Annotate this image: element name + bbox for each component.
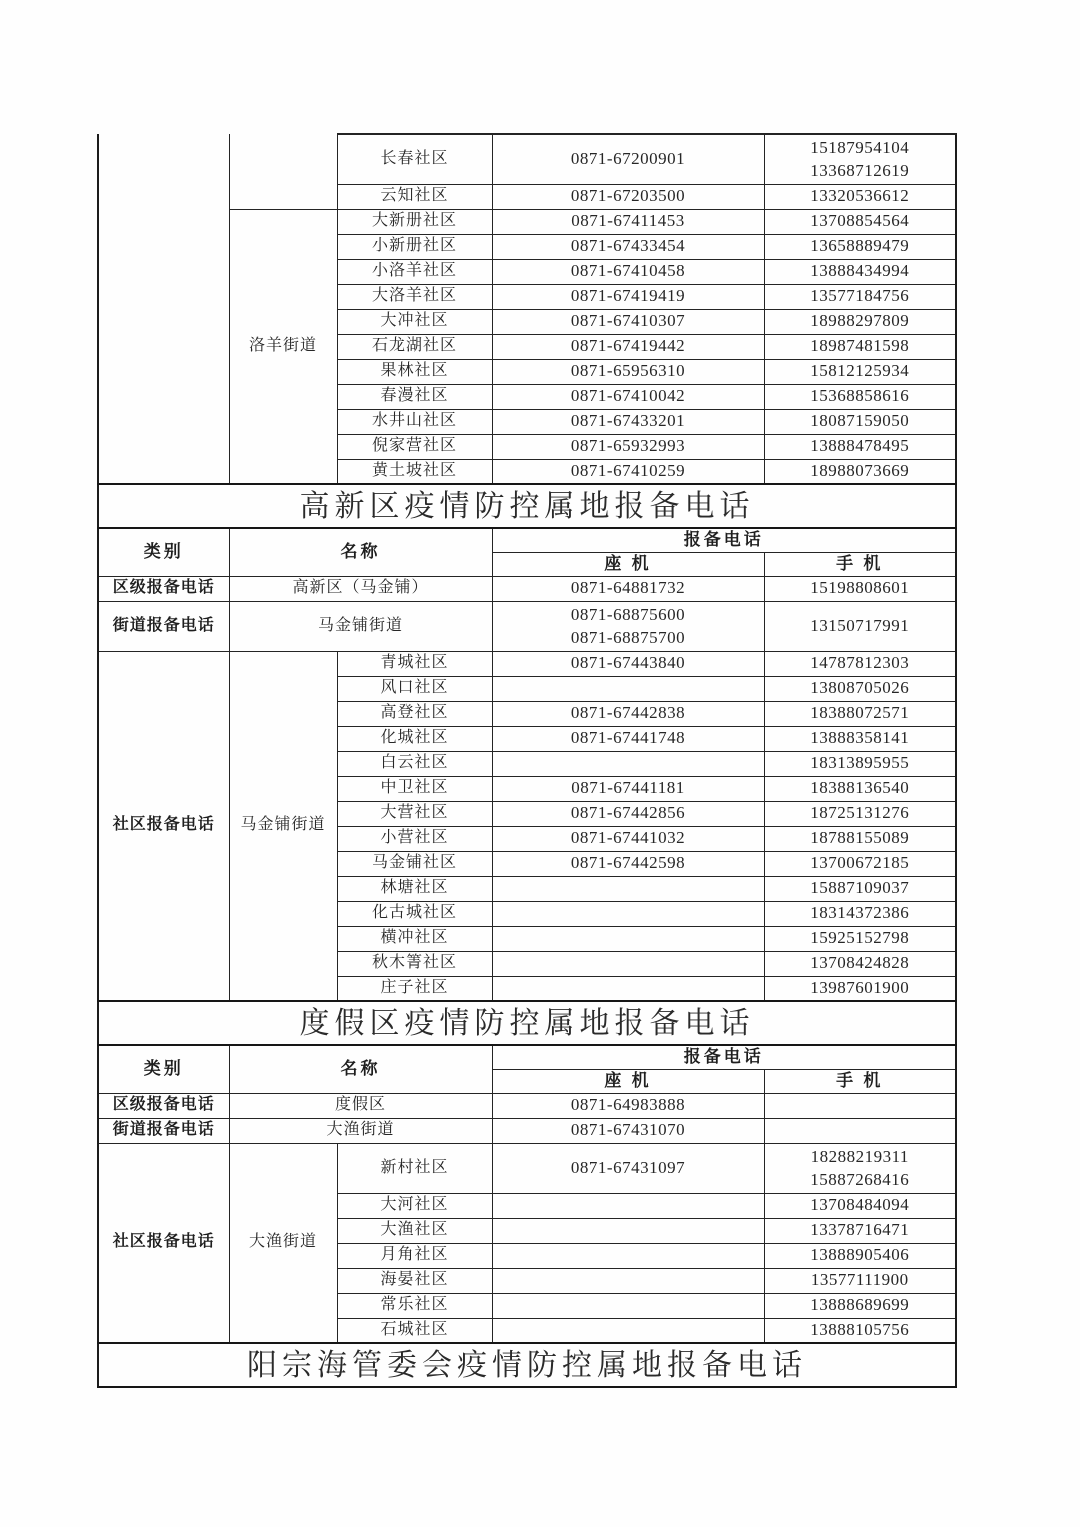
community-cell: 化城社区 [337,726,492,751]
header-phone: 报备电话 [492,1045,956,1069]
mobile-cell: 13577184756 [764,284,956,309]
landline-cell: 0871-67433454 [492,234,764,259]
mobile-cell: 18988297809 [764,309,956,334]
mobile-cell: 13708854564 [764,209,956,234]
community-cell: 小新册社区 [337,234,492,259]
community-cell: 小洛羊社区 [337,259,492,284]
mobile-cell: 13320536612 [764,184,956,209]
landline-cell [492,1243,764,1268]
landline-cell [492,751,764,776]
table-row [98,1001,956,1045]
table-row [98,134,956,184]
landline-cell: 0871-67410259 [492,459,764,484]
mobile-cell [764,134,956,184]
landline-cell: 0871-67411453 [492,209,764,234]
mobile-cell: 13577111900 [764,1268,956,1293]
mobile-cell: 15887109037 [764,876,956,901]
section-title: 度假区疫情防控属地报备电话 [98,1001,956,1045]
community-cell: 常乐社区 [337,1293,492,1318]
landline-cell [492,876,764,901]
community-cell: 风口社区 [337,676,492,701]
landline-number: 0871-68875700 [570,628,686,647]
community-cell: 云知社区 [337,184,492,209]
name-cell: 度假区 [229,1093,492,1118]
community-cell: 大营社区 [337,801,492,826]
category-cell: 区级报备电话 [98,1093,229,1118]
section-title: 阳宗海管委会疫情防控属地报备电话 [98,1343,956,1387]
table-row [98,1045,956,1069]
category-cell: 街道报备电话 [98,601,229,651]
table-row [98,528,956,552]
mobile-cell: 13888905406 [764,1243,956,1268]
mobile-number: 18288219311 [810,1147,909,1166]
mobile-cell: 18314372386 [764,901,956,926]
mobile-cell: 13658889479 [764,234,956,259]
community-cell: 倪家营社区 [337,434,492,459]
mobile-cell [764,1143,956,1193]
name-cell: 马金铺街道 [229,601,492,651]
category-cell: 街道报备电话 [98,1118,229,1143]
landline-cell: 0871-64881732 [492,576,764,601]
mobile-cell: 18388136540 [764,776,956,801]
mobile-cell: 13808705026 [764,676,956,701]
community-cell: 马金铺社区 [337,851,492,876]
mobile-cell: 15368858616 [764,384,956,409]
name-cell: 大渔街道 [229,1118,492,1143]
mobile-number: 15887268416 [810,1170,910,1189]
landline-cell: 0871-67442838 [492,701,764,726]
landline-cell [492,926,764,951]
mobile-cell: 13987601900 [764,976,956,1001]
mobile-cell: 18388072571 [764,701,956,726]
category-cell: 区级报备电话 [98,576,229,601]
table-row [98,1343,956,1387]
community-cell: 林塘社区 [337,876,492,901]
mobile-cell: 15198808601 [764,576,956,601]
landline-cell: 0871-67431070 [492,1118,764,1143]
landline-cell: 0871-64983888 [492,1093,764,1118]
landline-cell [492,1268,764,1293]
category-cell [98,134,229,484]
mobile-cell: 18988073669 [764,459,956,484]
landline-cell [492,1218,764,1243]
header-landline: 座 机 [492,1069,764,1093]
street-cell: 马金铺街道 [229,651,337,1001]
table-row [98,601,956,651]
landline-cell: 0871-67203500 [492,184,764,209]
mobile-cell: 13888434994 [764,259,956,284]
mobile-cell: 18313895955 [764,751,956,776]
table-row [98,651,956,676]
report-table [97,133,957,1388]
community-cell: 春漫社区 [337,384,492,409]
landline-cell: 0871-67419419 [492,284,764,309]
community-cell: 石城社区 [337,1318,492,1343]
table-row [98,1143,956,1193]
landline-cell [492,901,764,926]
landline-cell: 0871-67442598 [492,851,764,876]
mobile-cell: 14787812303 [764,651,956,676]
mobile-cell: 15925152798 [764,926,956,951]
landline-cell [492,951,764,976]
community-cell: 水井山社区 [337,409,492,434]
table-row [98,576,956,601]
landline-cell: 0871-67433201 [492,409,764,434]
community-cell: 黄土坡社区 [337,459,492,484]
community-cell: 月角社区 [337,1243,492,1268]
mobile-cell: 18087159050 [764,409,956,434]
community-cell: 中卫社区 [337,776,492,801]
community-cell: 庄子社区 [337,976,492,1001]
community-cell: 大渔社区 [337,1218,492,1243]
landline-cell: 0871-67200901 [492,134,764,184]
landline-cell [492,1318,764,1343]
landline-cell: 0871-67410042 [492,384,764,409]
table-row [98,484,956,528]
community-cell: 白云社区 [337,751,492,776]
header-landline: 座 机 [492,552,764,576]
mobile-cell: 13378716471 [764,1218,956,1243]
community-cell: 长春社区 [337,134,492,184]
mobile-number: 13368712619 [810,161,910,181]
table-row [98,1118,956,1143]
landline-cell: 0871-67441032 [492,826,764,851]
mobile-cell: 18987481598 [764,334,956,359]
community-cell: 大冲社区 [337,309,492,334]
landline-cell [492,1193,764,1218]
landline-cell: 0871-67431097 [492,1143,764,1193]
header-name: 名称 [229,528,492,576]
header-phone: 报备电话 [492,528,956,552]
mobile-cell: 13150717991 [764,601,956,651]
street-cell: 洛羊街道 [229,209,337,484]
header-category: 类别 [98,528,229,576]
community-cell: 石龙湖社区 [337,334,492,359]
community-cell: 横冲社区 [337,926,492,951]
category-cell: 社区报备电话 [98,651,229,1001]
mobile-cell [764,1118,956,1143]
landline-cell: 0871-65932993 [492,434,764,459]
header-mobile: 手 机 [764,1069,956,1093]
header-mobile: 手 机 [764,552,956,576]
community-cell: 秋木箐社区 [337,951,492,976]
landline-cell: 0871-67443840 [492,651,764,676]
community-cell: 青城社区 [337,651,492,676]
mobile-cell: 13700672185 [764,851,956,876]
street-cell [229,134,337,209]
mobile-cell: 13888689699 [764,1293,956,1318]
landline-cell [492,601,764,651]
community-cell: 高登社区 [337,701,492,726]
community-cell: 大新册社区 [337,209,492,234]
table-row [98,1093,956,1118]
landline-cell: 0871-67441748 [492,726,764,751]
mobile-cell: 13708484094 [764,1193,956,1218]
mobile-number: 15187954104 [810,138,910,158]
community-cell: 海晏社区 [337,1268,492,1293]
community-cell: 大河社区 [337,1193,492,1218]
community-cell: 小营社区 [337,826,492,851]
mobile-cell: 13888105756 [764,1318,956,1343]
header-category: 类别 [98,1045,229,1093]
landline-number: 0871-68875600 [570,605,686,624]
landline-cell: 0871-67441181 [492,776,764,801]
mobile-cell: 13888358141 [764,726,956,751]
mobile-cell: 18725131276 [764,801,956,826]
mobile-cell: 18788155089 [764,826,956,851]
header-name: 名称 [229,1045,492,1093]
landline-cell [492,676,764,701]
landline-cell: 0871-67410458 [492,259,764,284]
landline-cell: 0871-65956310 [492,359,764,384]
mobile-cell: 13888478495 [764,434,956,459]
mobile-cell [764,1093,956,1118]
mobile-cell: 13708424828 [764,951,956,976]
landline-cell: 0871-67410307 [492,309,764,334]
name-cell: 高新区（马金铺） [229,576,492,601]
community-cell: 新村社区 [337,1143,492,1193]
community-cell: 果林社区 [337,359,492,384]
landline-cell [492,976,764,1001]
category-cell: 社区报备电话 [98,1143,229,1343]
landline-cell: 0871-67442856 [492,801,764,826]
community-cell: 化古城社区 [337,901,492,926]
community-cell: 大洛羊社区 [337,284,492,309]
landline-cell [492,1293,764,1318]
street-cell: 大渔街道 [229,1143,337,1343]
section-title: 高新区疫情防控属地报备电话 [98,484,956,528]
mobile-cell: 15812125934 [764,359,956,384]
landline-cell: 0871-67419442 [492,334,764,359]
